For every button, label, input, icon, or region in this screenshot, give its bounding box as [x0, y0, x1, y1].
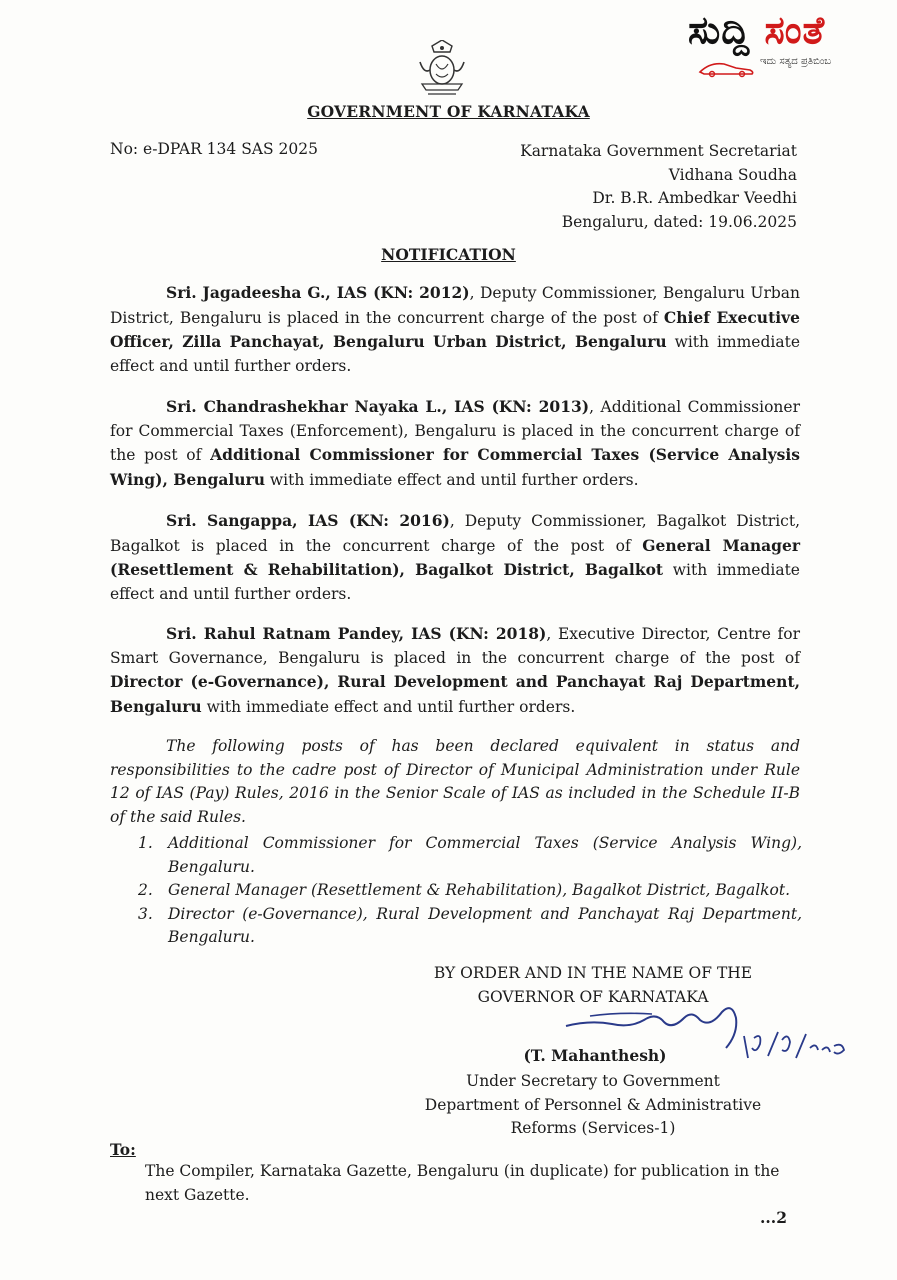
logo-text-part1: ಸುದ್ದಿ [688, 8, 751, 52]
signatory-name: (T. Mahanthesh) [523, 1046, 667, 1065]
order-paragraph-2: Sri. Chandrashekhar Nayaka L., IAS (KN: 2013), Additional Commissioner for Commercial Taxes (Enforcement), Bengaluru is placed in the concurrent charge of the post of Additional Commissioner for Commercial Taxes (Service Analysis Wing), Bengaluru with immediate effect and until further orders. [110, 397, 801, 489]
page-continuation: ...2 [760, 1208, 787, 1227]
post-name: Chief Executive Officer, Zilla Panchayat, Bengaluru Urban District, Bengaluru [110, 307, 800, 351]
to-label: To: [110, 1140, 136, 1159]
list-item: 3. Director (e-Governance), Rural Development and Panchayat Raj Department, Bengaluru. [138, 904, 802, 946]
authority-line: BY ORDER AND IN THE NAME OF THE GOVERNOR OF KARNATAKA [433, 964, 753, 1006]
post-name: Director (e-Governance), Rural Development and Panchayat Raj Department, Bengaluru [110, 672, 800, 716]
office-address [470, 140, 797, 234]
government-heading: GOVERNMENT OF KARNATAKA [307, 102, 590, 121]
list-item: 2. General Manager (Resettlement & Rehabilitation), Bagalkot District, Bagalkot. [138, 881, 791, 899]
recipient-text: The Compiler, Karnataka Gazette, Bengaluru (in duplicate) for publication in the next Gazette. [145, 1162, 780, 1204]
officer-name: Sri. Jagadeesha G., IAS (KN: 2012) [166, 283, 470, 302]
post-name: Additional Commissioner for Commercial Taxes (Service Analysis Wing), Bengaluru [110, 445, 801, 489]
signatory-designation: Under Secretary to Government Department of Personnel & Administrative Reforms (Services-1) [424, 1072, 762, 1137]
address-line: Dr. B.R. Ambedkar Veedhi [592, 189, 797, 207]
logo-tagline: ಇದು ಸತ್ಯದ ಪ್ರತಿಬಿಂಬ [760, 56, 832, 67]
order-paragraph-3: Sri. Sangappa, IAS (KN: 2016), Deputy Commissioner, Bagalkot District, Bagalkot is placed in the concurrent charge of the post of General Manager (Resettlement & Rehabilitation), Bagalkot District, Bagalkot with immediate effect and until further orders. [110, 511, 801, 603]
reference-number: No: e-DPAR 134 SAS 2025 [110, 140, 318, 158]
suddi-sante-logo [688, 8, 888, 78]
address-line: Karnataka Government Secretariat [520, 142, 797, 160]
equivalence-note: The following posts of has been declared equivalent in status and responsibilities to the cadre post of Director of Municipal Administration under Rule 12 of IAS (Pay) Rules, 2016 in the Senior Scale of IAS as included in the Schedule II-B of the said Rules. [110, 737, 800, 826]
logo-text [688, 8, 825, 52]
order-paragraph-4: Sri. Rahul Ratnam Pandey, IAS (KN: 2018), Executive Director, Centre for Smart Governance, Bengaluru is placed in the concurrent charge of the post of Director (e-Governance), Rural Development and Panchayat Raj Department, Bengaluru with immediate effect and until further orders. [110, 624, 801, 716]
list-item: 1. Additional Commissioner for Commercial Taxes (Service Analysis Wing), Bengaluru. [138, 834, 802, 876]
officer-name: Sri. Chandrashekhar Nayaka L., IAS (KN: 2013) [166, 397, 590, 416]
notification-title: NOTIFICATION [381, 245, 516, 264]
logo-text-part2: ಸಂತೆ [764, 8, 826, 52]
posts-list [138, 832, 802, 950]
state-emblem-icon [418, 40, 466, 98]
post-name: General Manager (Resettlement & Rehabilitation), Bagalkot District, Bagalkot [110, 535, 801, 579]
logo-car-icon [696, 56, 758, 78]
address-line: Vidhana Soudha [668, 165, 797, 184]
order-paragraph-1: Sri. Jagadeesha G., IAS (KN: 2012), Deputy Commissioner, Bengaluru Urban District, Bengaluru is placed in the concurrent charge of the post of Chief Executive Officer, Zilla Panchayat, Bengaluru Urban District, Bengaluru with immediate effect and until further orders. [110, 283, 800, 375]
address-date-line: Bengaluru, dated: 19.06.2025 [561, 212, 797, 231]
officer-name: Sri. Sangappa, IAS (KN: 2016) [166, 511, 450, 530]
officer-name: Sri. Rahul Ratnam Pandey, IAS (KN: 2018) [166, 624, 547, 643]
